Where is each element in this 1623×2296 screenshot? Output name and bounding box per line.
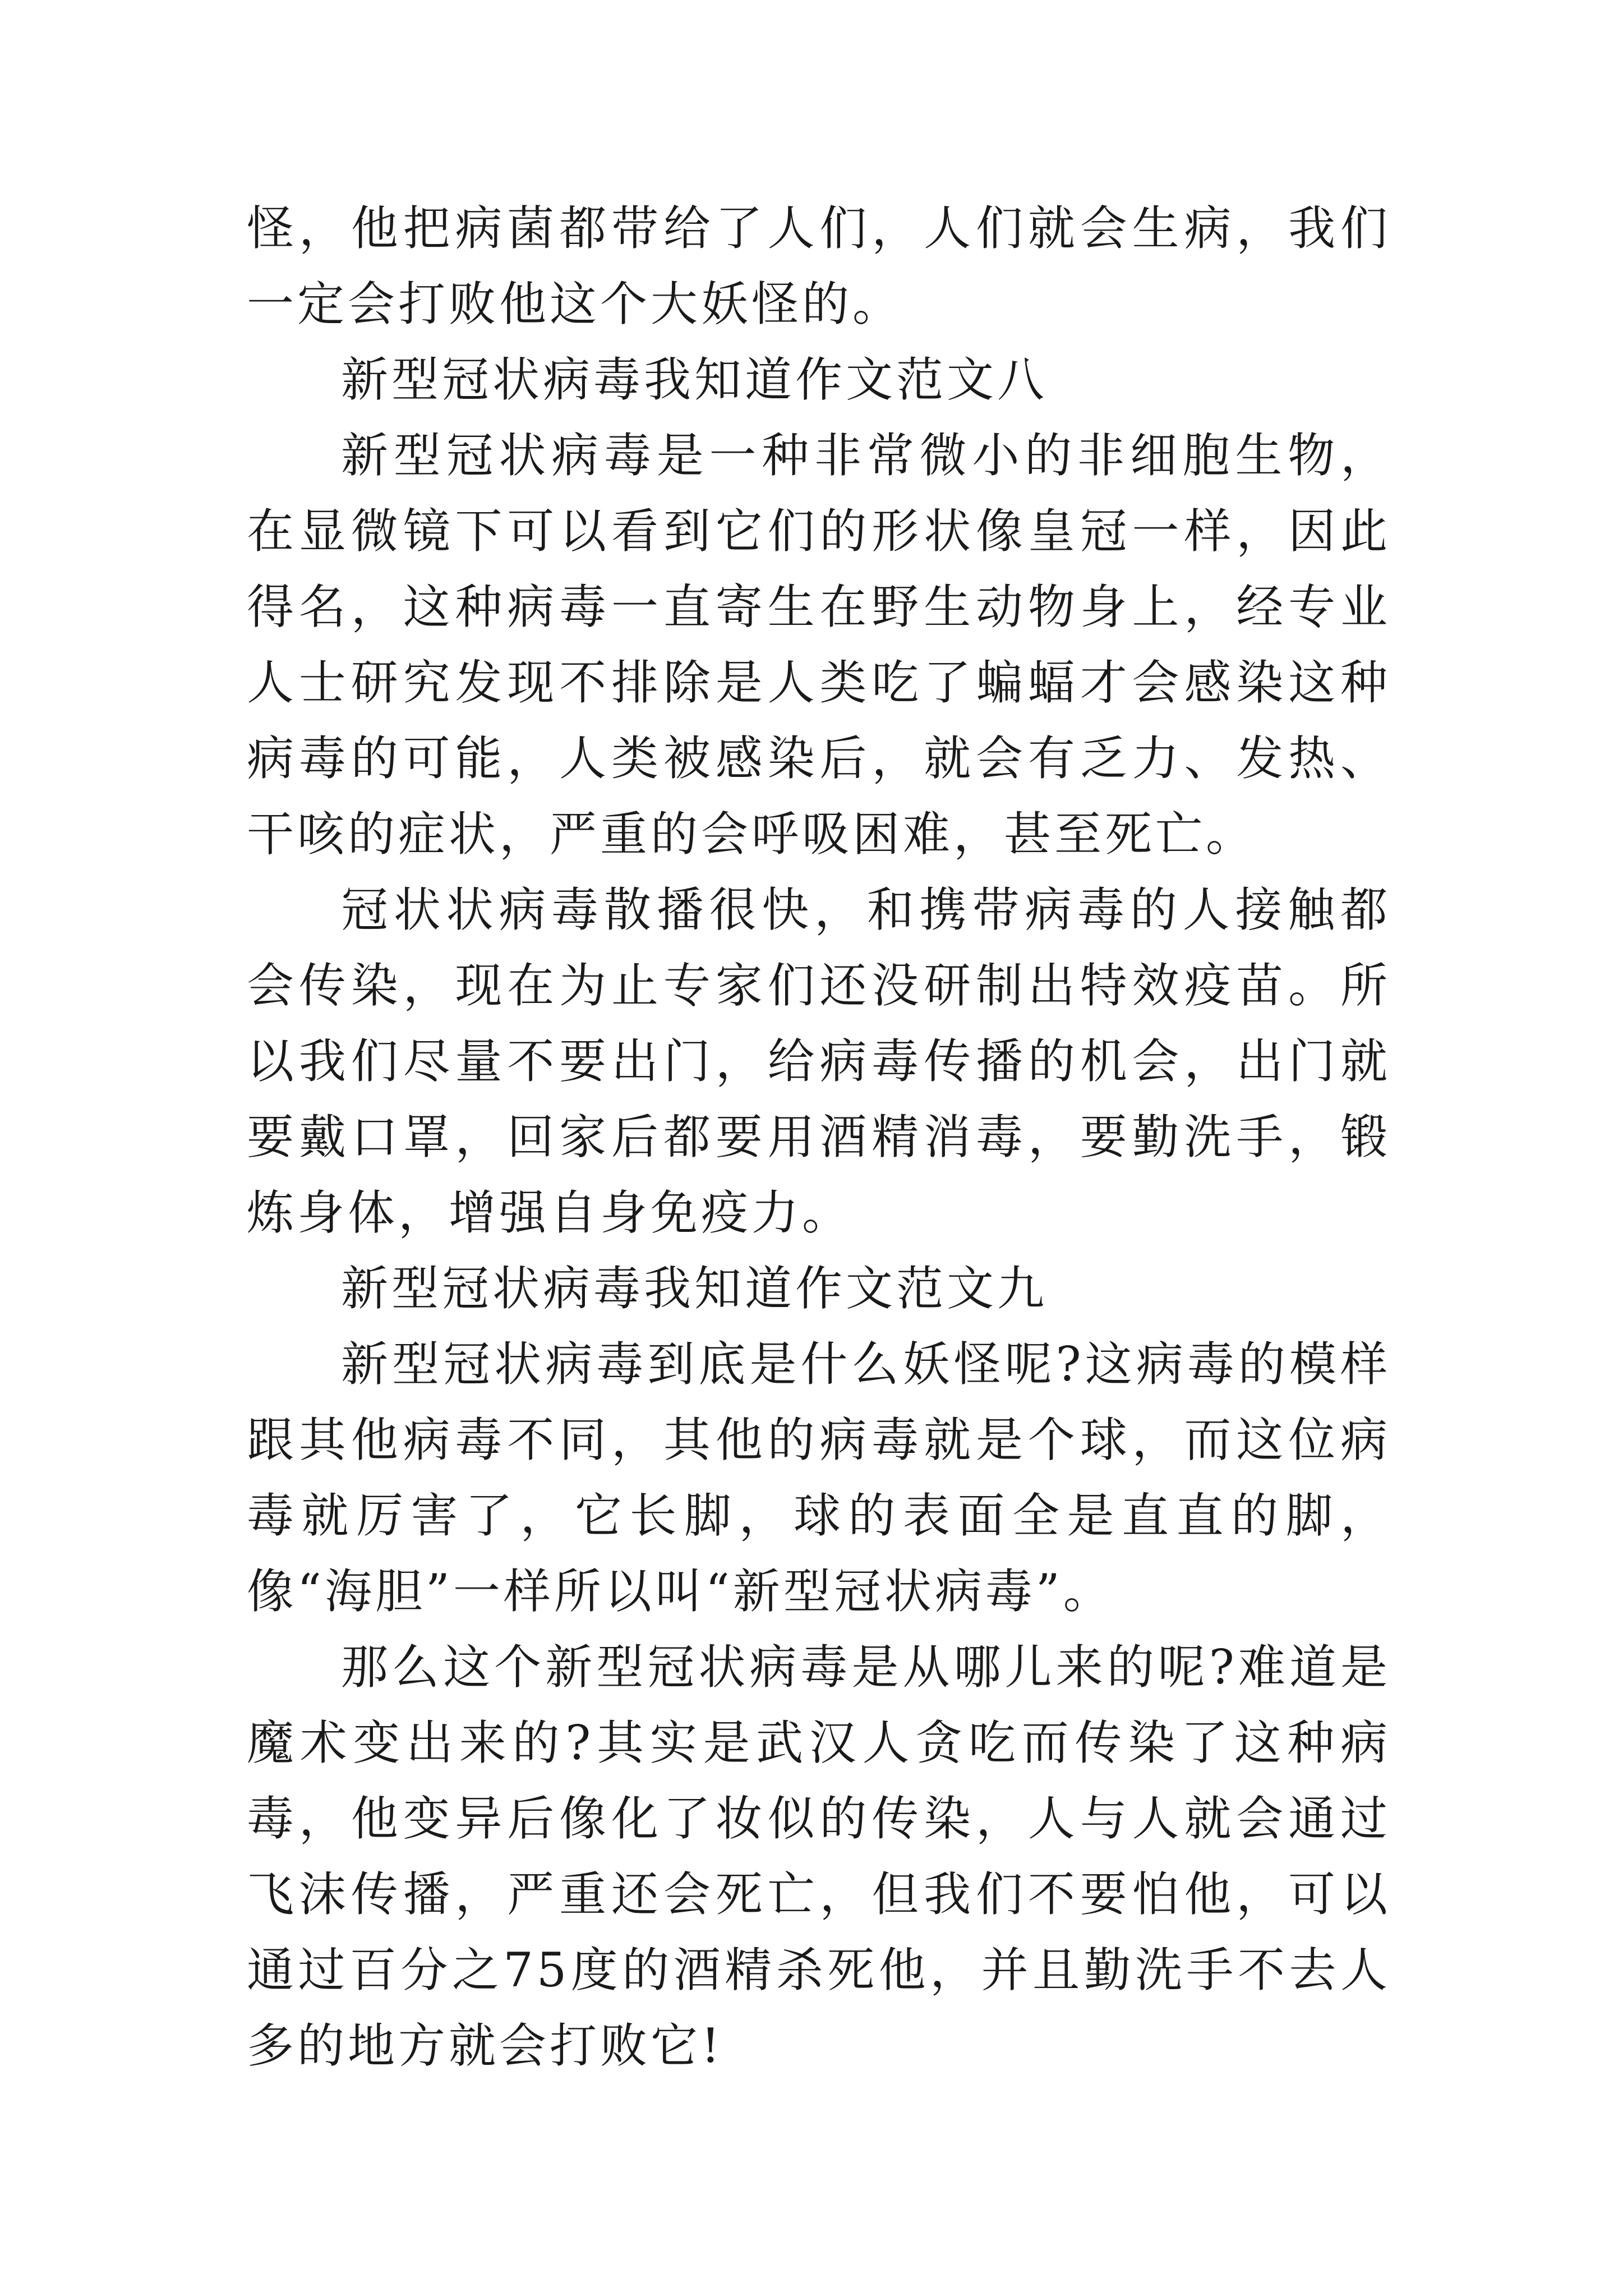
paragraph: 那么这个新型冠状病毒是从哪儿来的呢?难道是魔术变出来的?其实是武汉人贪吃而传染了这种病毒，他变异后像化了妆似的传染，人与人就会通过飞沫传播，严重还会死亡，但我们不要怕他，可以通过百分之75度的酒精杀死他，并且勤洗手不去人多的地方就会打败它! (247, 1640, 1391, 2073)
section-heading-eight: 新型冠状病毒我知道作文范文八 (341, 352, 1048, 407)
section-heading-nine: 新型冠状病毒我知道作文范文九 (341, 1261, 1048, 1316)
paragraph: 新型冠状病毒是一种非常微小的非细胞生物，在显微镜下可以看到它们的形状像皇冠一样，因此得名，这种病毒一直寄生在野生动物身上，经专业人士研究发现不排除是人类吃了蝙蝠才会感染这种病毒的可能，人类被感染后，就会有乏力、发热、干咳的症状，严重的会呼吸困难，甚至死亡。 (247, 428, 1391, 862)
paragraph: 冠状状病毒散播很快，和携带病毒的人接触都会传染，现在为止专家们还没研制出特效疫苗。所以我们尽量不要出门，给病毒传播的机会，出门就要戴口罩，回家后都要用酒精消毒，要勤洗手，锻炼身体，增强自身免疫力。 (247, 882, 1391, 1240)
paragraph: 新型冠状病毒到底是什么妖怪呢?这病毒的模样跟其他病毒不同，其他的病毒就是个球，而这位病毒就厉害了，它长脚，球的表面全是直直的脚，像“海胆”一样所以叫“新型冠状病毒”。 (247, 1337, 1391, 1619)
document-body (247, 191, 1391, 2084)
paragraph-continuation: 怪，他把病菌都带给了人们，人们就会生病，我们一定会打败他这个大妖怪的。 (247, 201, 1391, 332)
